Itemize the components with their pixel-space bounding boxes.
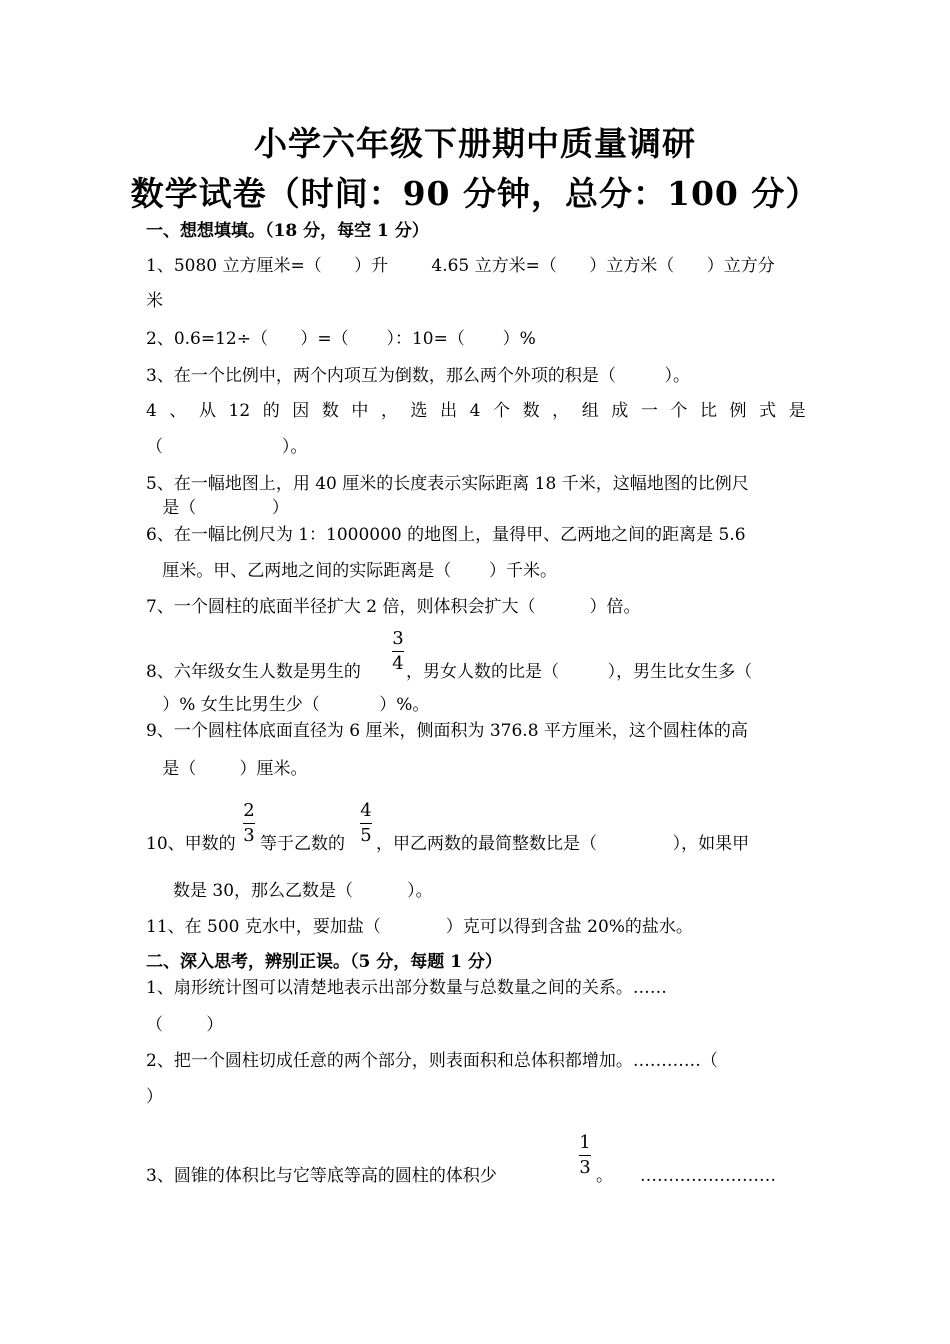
fraction-bar — [392, 651, 404, 652]
question-4-line2: （ ）。 — [146, 437, 308, 457]
question-6-line2: 厘米。甲、乙两地之间的实际距离是（ ）千米。 — [146, 561, 558, 581]
judge-1-line2: （ ） — [146, 1015, 224, 1035]
question-4-word: 出 — [440, 401, 458, 421]
question-4-word: 式 — [759, 401, 777, 421]
question-5-line2: 是（ ） — [146, 498, 289, 518]
question-10-line1-mid: 等于乙数的 — [260, 834, 345, 854]
judge-1-line1: 1、扇形统计图可以清楚地表示出部分数量与总数量之间的关系。…… — [146, 978, 667, 998]
section1-heading: 一、想想填填。（18 分，每空 1 分） — [146, 221, 429, 241]
fraction-bar — [360, 823, 372, 824]
question-4-word: 选 — [410, 401, 428, 421]
fraction-one-third — [579, 1133, 591, 1178]
question-4-word: 4 — [146, 401, 157, 421]
question-4-word: 个 — [493, 401, 511, 421]
question-4-word: ， — [552, 401, 570, 421]
question-9-line2: 是（ ）厘米。 — [146, 759, 308, 779]
question-4-word: 12 — [228, 401, 251, 421]
question-4-word: 中 — [351, 401, 369, 421]
question-9-line1: 9、一个圆柱体底面直径为 6 厘米，侧面积为 376.8 平方厘米，这个圆柱体的高 — [146, 721, 748, 741]
question-4-word: 、 — [169, 401, 187, 421]
fraction-denominator: 5 — [360, 825, 372, 846]
question-8-line2: ）% 女生比男生少（ ）%。 — [146, 695, 430, 715]
question-10-line1-post: ，甲乙两数的最简整数比是（ ），如果甲 — [376, 834, 750, 854]
question-6-line1: 6、在一幅比例尺为 1：1000000 的地图上，量得甲、乙两地之间的距离是 5.6 — [146, 525, 746, 545]
fraction-denominator: 3 — [579, 1157, 591, 1178]
question-1-line2: 米 — [146, 291, 163, 311]
question-2: 2、0.6=12÷（ ）=（ ）：10=（ ）% — [146, 329, 536, 349]
question-11: 11、在 500 克水中，要加盐（ ）克可以得到含盐 20%的盐水。 — [146, 917, 693, 937]
fraction-numerator: 3 — [392, 628, 404, 649]
question-1-line1: 1、5080 立方厘米=（ ）升 4.65 立方米=（ ）立方米（ ）立方分 — [146, 256, 775, 276]
page-title: 小学六年级下册期中质量调研 — [254, 124, 696, 163]
fraction-two-thirds — [243, 801, 255, 846]
fraction-bar — [243, 823, 255, 824]
question-10-line2: 数是 30，那么乙数是（ ）。 — [146, 881, 433, 901]
question-4-word: 4 — [469, 401, 481, 421]
question-7: 7、一个圆柱的底面半径扩大 2 倍，则体积会扩大（ ）倍。 — [146, 597, 641, 617]
fraction-numerator: 2 — [243, 800, 255, 821]
question-4-word: ， — [380, 401, 398, 421]
page-subtitle: 数学试卷（时间：90 分钟，总分：100 分） — [130, 174, 820, 213]
fraction-three-fourths — [392, 629, 404, 674]
question-5-line1: 5、在一幅地图上，用 40 厘米的长度表示实际距离 18 千米，这幅地图的比例尺 — [146, 474, 749, 494]
judge-3-post: 。 …………………… — [596, 1166, 777, 1186]
question-4-line1 — [146, 400, 806, 422]
question-4-word: 例 — [729, 401, 747, 421]
question-8-line1-pre: 8、六年级女生人数是男生的 — [146, 662, 361, 682]
fraction-bar — [579, 1155, 591, 1156]
question-4-word: 组 — [581, 401, 599, 421]
fraction-denominator: 3 — [243, 825, 255, 846]
question-4-word: 数 — [522, 401, 540, 421]
fraction-numerator: 4 — [360, 800, 372, 821]
question-4-word: 从 — [198, 401, 216, 421]
fraction-numerator: 1 — [579, 1132, 591, 1153]
question-10-line1-pre: 10、甲数的 — [146, 834, 236, 854]
question-4-word: 是 — [788, 401, 806, 421]
judge-2-line1: 2、把一个圆柱切成任意的两个部分，则表面积和总体积都增加。…………（ — [146, 1051, 718, 1071]
question-4-word: 个 — [670, 401, 688, 421]
question-4-word: 比 — [699, 401, 717, 421]
judge-2-line2: ） — [146, 1087, 163, 1107]
judge-3-pre: 3、圆锥的体积比与它等底等高的圆柱的体积少 — [146, 1166, 497, 1186]
section2-heading: 二、深入思考，辨别正误。（5 分，每题 1 分） — [146, 952, 502, 972]
question-4-word: 一 — [640, 401, 658, 421]
question-4-word: 的 — [262, 401, 280, 421]
question-4-word: 成 — [611, 401, 629, 421]
fraction-four-fifths — [360, 801, 372, 846]
question-8-line1-post: ，男女人数的比是（ ），男生比女生多（ — [406, 662, 753, 682]
fraction-denominator: 4 — [392, 653, 404, 674]
question-3: 3、在一个比例中，两个内项互为倒数，那么两个外项的积是（ ）。 — [146, 366, 690, 386]
question-4-word: 数 — [321, 401, 339, 421]
question-4-word: 因 — [292, 401, 310, 421]
